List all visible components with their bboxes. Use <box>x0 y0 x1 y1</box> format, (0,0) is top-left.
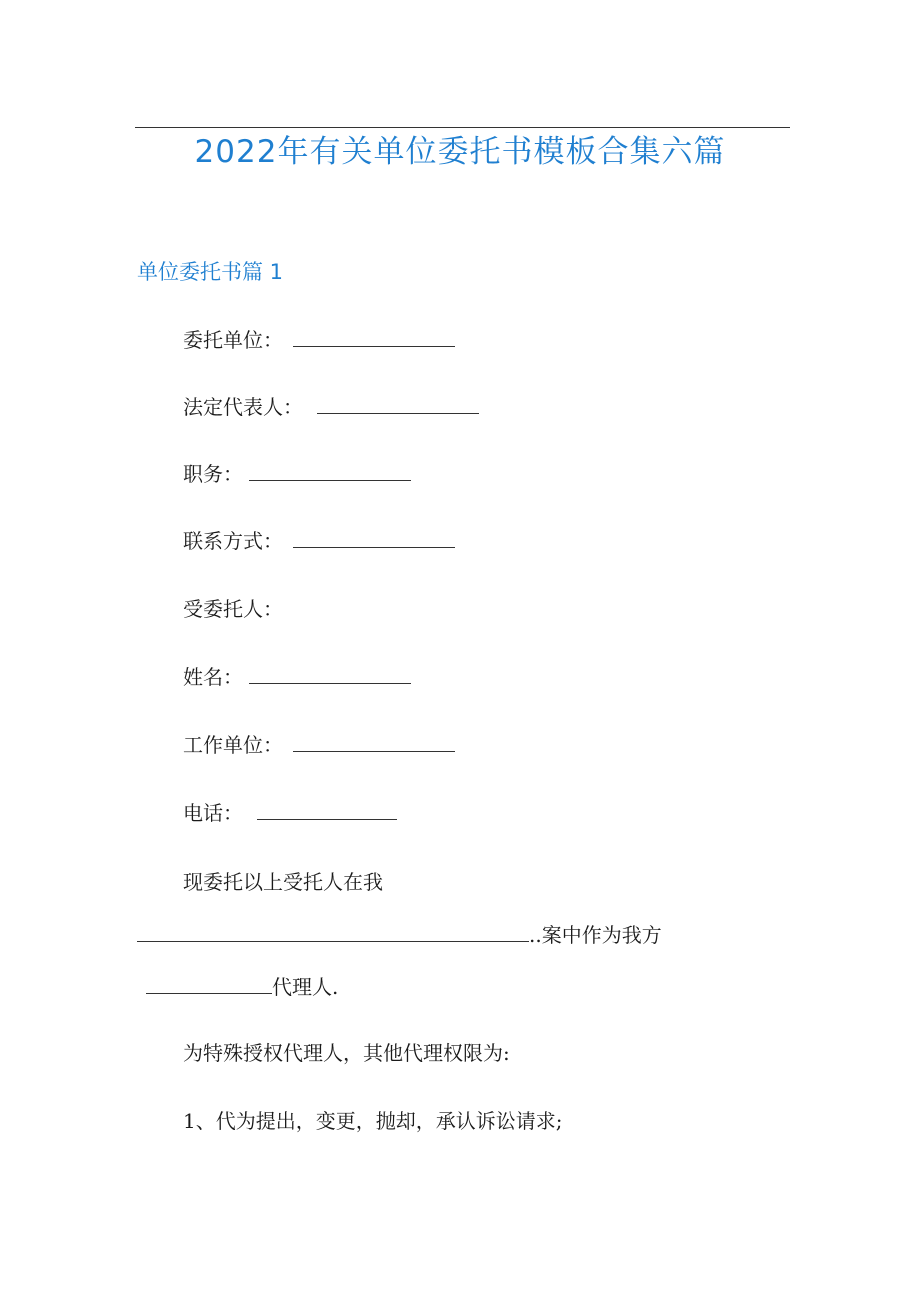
paragraph-entrust-middle <box>137 920 662 950</box>
field-phone <box>183 798 397 828</box>
field-trustee <box>183 594 283 624</box>
agent-text: 代理人. <box>272 975 339 999</box>
blank-line <box>257 799 397 820</box>
blank-line <box>137 921 529 942</box>
document-title: 2022年有关单位委托书模板合集六篇 <box>194 134 726 170</box>
field-legal-rep <box>183 392 479 422</box>
field-label: 职务： <box>183 462 243 486</box>
field-position <box>183 459 411 489</box>
paragraph-entrust-start: 现委托以上受托人在我 <box>183 870 383 894</box>
field-label: 联系方式： <box>183 529 283 553</box>
field-work-unit <box>183 730 455 760</box>
field-label: 电话： <box>183 801 243 825</box>
paragraph-authority: 为特殊授权代理人，其他代理权限为: <box>183 1041 510 1065</box>
blank-line <box>293 731 455 752</box>
field-contact <box>183 526 455 556</box>
field-entrusting-unit <box>183 325 455 355</box>
field-label: 姓名： <box>183 665 243 689</box>
field-label: 工作单位： <box>183 733 283 757</box>
blank-line <box>293 527 455 548</box>
field-name <box>183 662 411 692</box>
blank-line <box>146 973 272 994</box>
blank-line <box>249 663 411 684</box>
blank-line <box>249 460 411 481</box>
paragraph-entrust-end <box>146 972 338 1002</box>
field-label: 法定代表人： <box>183 395 303 419</box>
section-heading: 单位委托书篇 1 <box>137 260 284 284</box>
field-label: 委托单位： <box>183 328 283 352</box>
blank-line <box>317 393 479 414</box>
list-item-1: 1、代为提出，变更，抛却，承认诉讼请求; <box>183 1109 563 1133</box>
case-text: ..案中作为我方 <box>529 923 662 947</box>
top-rule <box>135 127 790 128</box>
field-label: 受委托人： <box>183 597 283 621</box>
blank-line <box>293 326 455 347</box>
